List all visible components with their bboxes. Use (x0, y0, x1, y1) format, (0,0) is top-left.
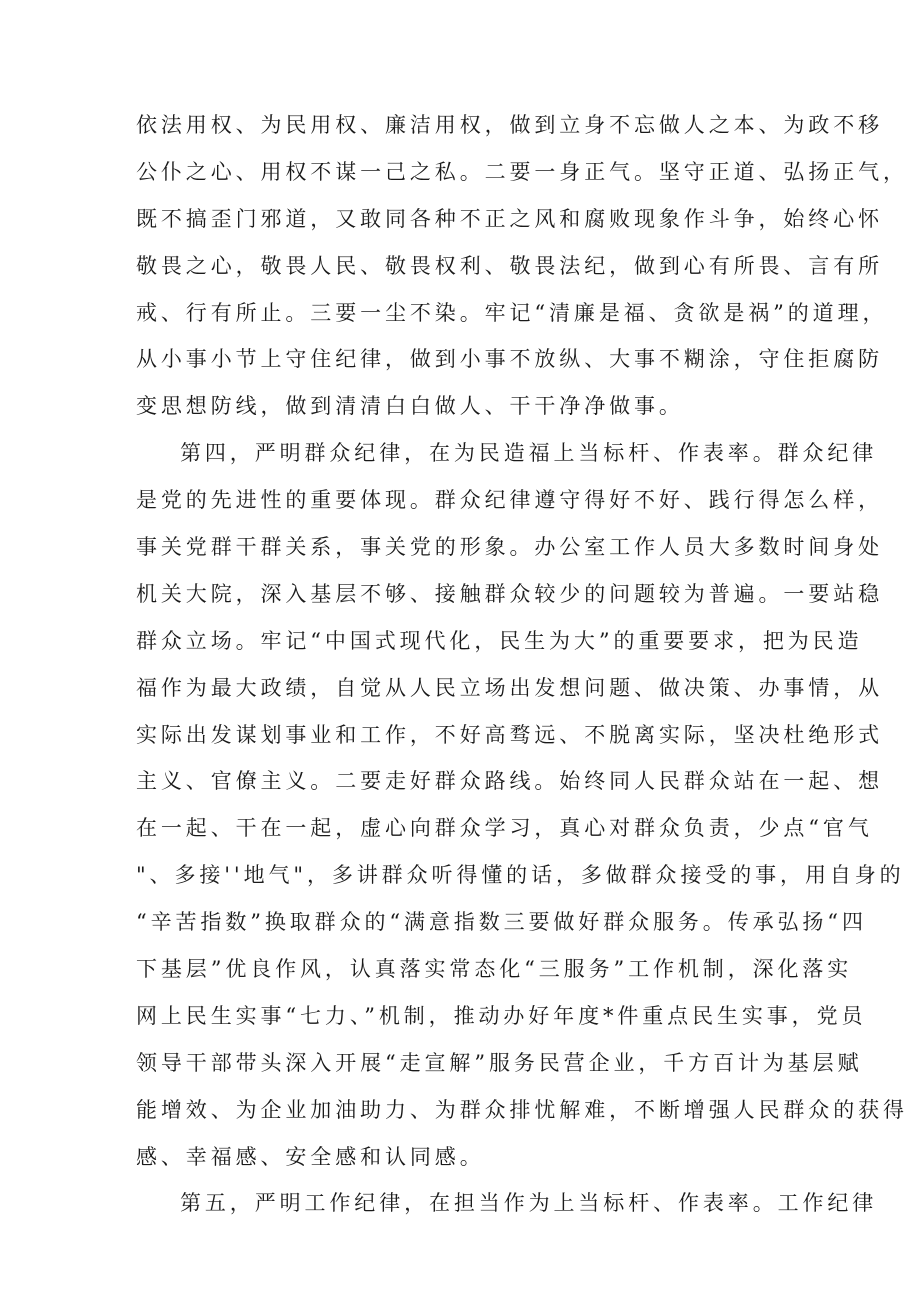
text-line: 变思想防线，做到清清白白做人、干干净净做事。 (136, 394, 684, 419)
text-line: 敬畏之心，敬畏人民、敬畏权利、敬畏法纪，做到心有所畏、言有所 (136, 253, 883, 278)
text-line: 感、幸福感、安全感和认同感。 (136, 1144, 485, 1169)
text-line: 机关大院，深入基层不够、接触群众较少的问题较为普遍。一要站稳 (136, 581, 883, 606)
text-line: 既不搞歪门邪道，又敢同各种不正之风和腐败现象作斗争，始终心怀 (136, 206, 883, 231)
text-line: 群众立场。牢记“中国式现代化，民生为大”的重要要求，把为民造 (136, 628, 863, 653)
text-line: 依法用权、为民用权、廉洁用权，做到立身不忘做人之本、为政不移 (136, 113, 883, 137)
text-line: 从小事小节上守住纪律，做到小事不放纵、大事不糊涂，守住拒腐防 (136, 347, 883, 372)
text-line: 领导干部带头深入开展“走宣解”服务民营企业，千方百计为基层赋 (136, 1050, 863, 1075)
text-line: 实际出发谋划事业和工作，不好高骛远、不脱离实际，坚决杜绝形式 (136, 722, 883, 747)
body-text (136, 102, 908, 1227)
text-line: 福作为最大政绩，自觉从人民立场出发想问题、做决策、办事情，从 (136, 675, 883, 700)
text-line: 第四，严明群众纪律，在为民造福上当标杆、作表率。群众纪律 (180, 441, 878, 466)
text-line: 主义、官僚主义。二要走好群众路线。始终同人民群众站在一起、想 (136, 769, 883, 794)
text-line: “辛苦指数”换取群众的“满意指数三要做好群众服务。传承弘扬“四 (136, 910, 867, 935)
text-line: 是党的先进性的重要体现。群众纪律遵守得好不好、践行得怎么样， (136, 488, 883, 513)
text-line: 下基层”优良作风，认真落实常态化“三服务”工作机制，深化落实 (136, 957, 853, 982)
text-line: 网上民生实事“七力、”机制，推动办好年度*件重点民生实事，党员 (136, 1003, 867, 1028)
text-line: 戒、行有所止。三要一尘不染。牢记“清廉是福、贪欲是祸”的道理， (136, 300, 888, 325)
text-line: 事关党群干群关系，事关党的形象。办公室工作人员大多数时间身处 (136, 535, 883, 560)
text-line: 公仆之心、用权不谋一己之私。二要一身正气。坚守正道、弘扬正气， (136, 159, 908, 184)
text-line: 第五，严明工作纪律，在担当作为上当标杆、作表率。工作纪律 (180, 1191, 878, 1216)
text-line: 在一起、干在一起，虚心向群众学习，真心对群众负责，少点“官气 (136, 816, 873, 841)
text-line: 能增效、为企业加油助力、为群众排忧解难，不断增强人民群众的获得 (136, 1097, 908, 1122)
text-line: "、多接''地气"，多讲群众听得懂的话，多做群众接受的事，用自身的 (136, 863, 905, 888)
